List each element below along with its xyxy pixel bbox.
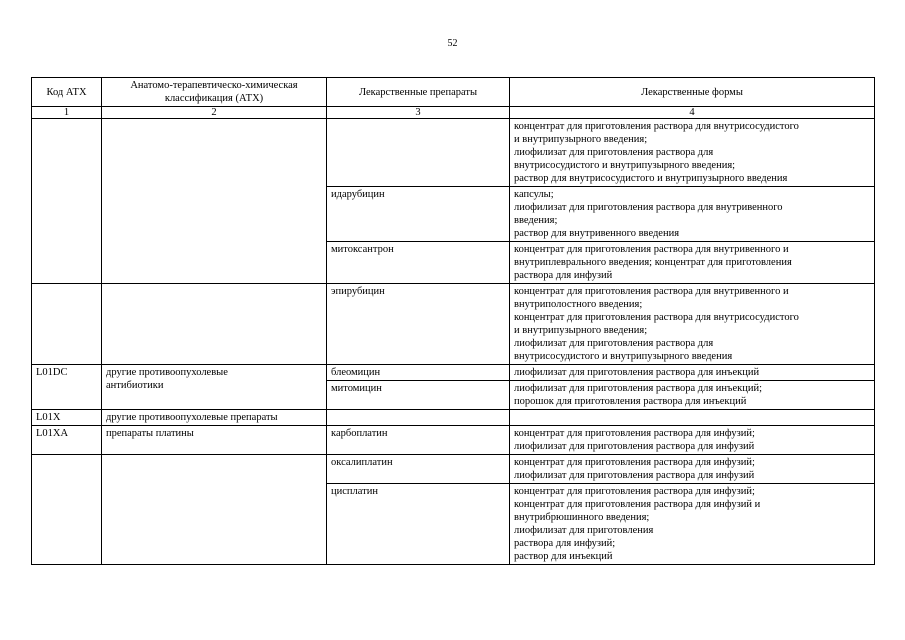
- header-code: Код АТХ: [32, 78, 102, 107]
- form-line: внутрисосудистого и внутрипузырного введения;: [514, 160, 736, 171]
- classification-cell: [102, 365, 327, 410]
- table-row: [32, 119, 875, 187]
- form-line: раствор для инъекций: [514, 551, 613, 562]
- column-number: 1: [32, 107, 102, 119]
- forms-cell: [510, 284, 875, 365]
- table-row: [32, 455, 875, 484]
- form-line: внутриплеврального введения; концентрат для приготовления: [514, 257, 792, 268]
- form-line: концентрат для приготовления раствора для инфузий;: [514, 486, 755, 497]
- column-number: 4: [510, 107, 875, 119]
- classification-cell: другие противоопухолевые препараты: [102, 410, 327, 426]
- drug-cell: эпирубицин: [327, 284, 510, 365]
- classification-cell: препараты платины: [102, 426, 327, 455]
- header-classification: Анатомо-терапевтическо-химическая классификация (АТХ): [102, 78, 327, 107]
- forms-cell: [510, 455, 875, 484]
- code-cell: L01DC: [32, 365, 102, 410]
- forms-cell: [510, 484, 875, 565]
- drug-cell: карбоплатин: [327, 426, 510, 455]
- form-line: раствора для инфузий;: [514, 538, 616, 549]
- form-line: концентрат для приготовления раствора для внутрисосудистого: [514, 312, 799, 323]
- drug-cell: [327, 119, 510, 187]
- forms-cell: [510, 187, 875, 242]
- drug-cell: цисплатин: [327, 484, 510, 565]
- form-line: внутрисосудистого и внутрипузырного введения: [514, 351, 733, 362]
- code-cell: L01X: [32, 410, 102, 426]
- form-line: лиофилизат для приготовления раствора для внутривенного: [514, 202, 783, 213]
- drug-cell: идарубицин: [327, 187, 510, 242]
- forms-cell: [510, 365, 875, 381]
- form-line: раствор для внутривенного введения: [514, 228, 680, 239]
- forms-cell: [510, 410, 875, 426]
- form-line: лиофилизат для приготовления раствора для: [514, 338, 714, 349]
- forms-cell: [510, 242, 875, 284]
- form-line: внутрибрюшинного введения;: [514, 512, 650, 523]
- form-line: лиофилизат для приготовления: [514, 525, 654, 536]
- page-number: 52: [447, 38, 458, 49]
- form-line: внутриполостного введения;: [514, 299, 643, 310]
- code-cell: [32, 284, 102, 365]
- form-line: концентрат для приготовления раствора для внутривенного и: [514, 244, 789, 255]
- form-line: концентрат для приготовления раствора для инфузий;: [514, 457, 755, 468]
- form-line: лиофилизат для приготовления раствора для инъекций: [514, 367, 760, 378]
- form-line: лиофилизат для приготовления раствора для инъекций;: [514, 383, 763, 394]
- form-line: лиофилизат для приготовления раствора для инфузий: [514, 441, 755, 452]
- table-row: [32, 365, 875, 381]
- drug-cell: митомицин: [327, 381, 510, 410]
- classification-cell: [102, 284, 327, 365]
- table-row: [32, 284, 875, 365]
- form-line: и внутрипузырного введения;: [514, 325, 648, 336]
- form-line: порошок для приготовления раствора для инъекций: [514, 396, 747, 407]
- header-drugs: Лекарственные препараты: [327, 78, 510, 107]
- forms-cell: [510, 381, 875, 410]
- header-forms: Лекарственные формы: [510, 78, 875, 107]
- column-number: 3: [327, 107, 510, 119]
- form-line: лиофилизат для приготовления раствора для: [514, 147, 714, 158]
- atx-table: [31, 77, 875, 565]
- drug-cell: оксалиплатин: [327, 455, 510, 484]
- drug-cell: [327, 410, 510, 426]
- form-line: концентрат для приготовления раствора для инфузий и: [514, 499, 761, 510]
- drug-cell: блеомицин: [327, 365, 510, 381]
- form-line: введения;: [514, 215, 558, 226]
- form-line: раствор для внутрисосудистого и внутрипузырного введения: [514, 173, 788, 184]
- code-cell: [32, 119, 102, 284]
- form-line: и внутрипузырного введения;: [514, 134, 648, 145]
- form-line: концентрат для приготовления раствора для инфузий;: [514, 428, 755, 439]
- forms-cell: [510, 119, 875, 187]
- column-number: 2: [102, 107, 327, 119]
- drug-cell: митоксантрон: [327, 242, 510, 284]
- form-line: капсулы;: [514, 189, 554, 200]
- form-line: концентрат для приготовления раствора для внутрисосудистого: [514, 121, 799, 132]
- form-line: раствора для инфузий: [514, 270, 613, 281]
- table-header-row: [32, 78, 875, 107]
- classification-line: другие противоопухолевые: [106, 367, 228, 378]
- classification-line: антибиотики: [106, 380, 164, 391]
- forms-cell: [510, 426, 875, 455]
- table-row: [32, 410, 875, 426]
- code-cell: L01XA: [32, 426, 102, 455]
- classification-cell: [102, 455, 327, 565]
- form-line: лиофилизат для приготовления раствора для инфузий: [514, 470, 755, 481]
- column-number-row: [32, 107, 875, 119]
- code-cell: [32, 455, 102, 565]
- form-line: концентрат для приготовления раствора для внутривенного и: [514, 286, 789, 297]
- table-row: [32, 426, 875, 455]
- classification-cell: [102, 119, 327, 284]
